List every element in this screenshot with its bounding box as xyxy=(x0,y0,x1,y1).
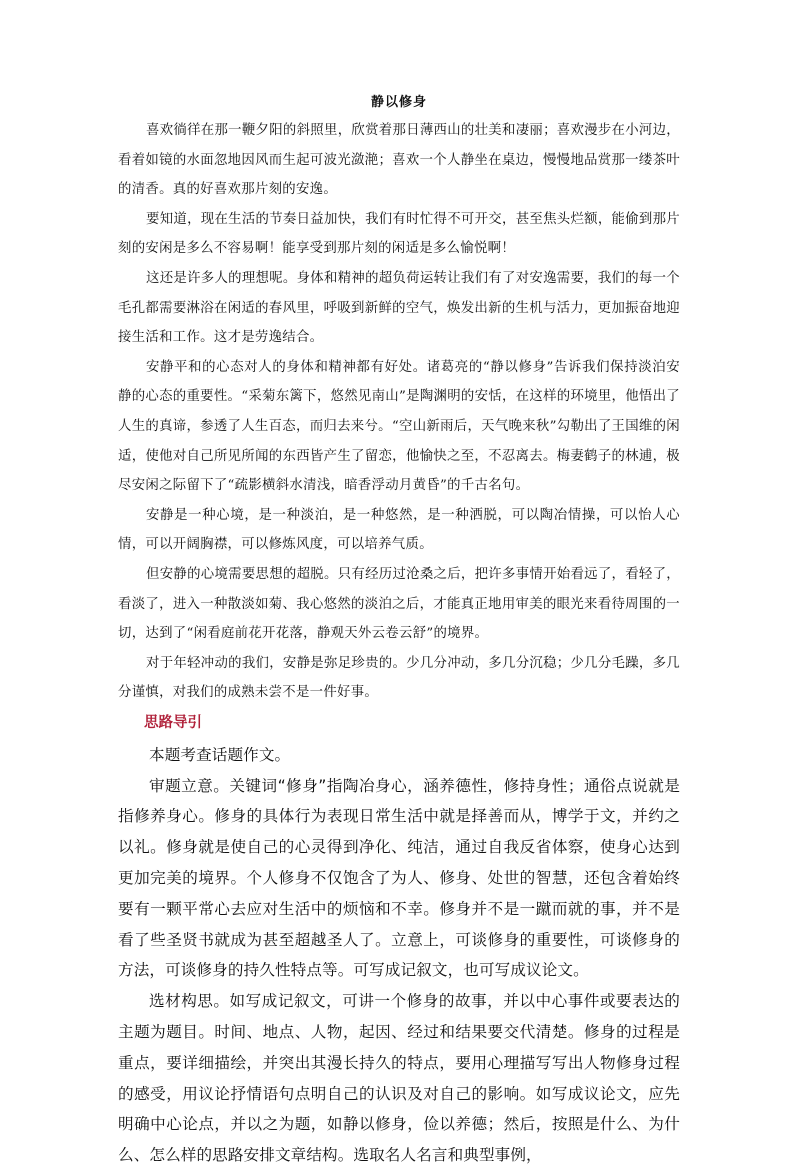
essay-paragraph: 这还是许多人的理想呢。身体和精神的超负荷运转让我们有了对安逸需要，我们的每一个毛孔都需要淋浴在闲适的春风里，呼吸到新鲜的空气，焕发出新的生机与活力，更加振奋地迎接生活和工作。这才是劳逸结合。 xyxy=(118,270,680,346)
essay-paragraph: 安静是一种心境，是一种淡泊，是一种悠然，是一种洒脱，可以陶冶情操，可以怡人心情，可以开阔胸襟，可以修炼风度，可以培养气质。 xyxy=(118,507,680,553)
guide-paragraph: 本题考查话题作文。 xyxy=(149,745,291,764)
guide-paragraph: 审题立意。关键词“修身”指陶冶身心，涵养德性，修持身性；通俗点说就是指修养身心。修身的具体行为表现日常生活中就是择善而从，博学于文，并约之以礼。修身就是使自己的心灵得到净化、纯洁，通过自我反省体察，使身心达到更加完美的境界。个人修身不仅饱含了为人、修身、处世的智慧，还包含着始终要有一颗平常心去应对生活中的烦恼和不幸。修身并不是一蹴而就的事，并不是看了些圣贤书就成为甚至超越圣人了。立意上，可谈修身的重要性，可谈修身的方法，可谈修身的持久性特点等。可写成记叙文，也可写成议论文。 xyxy=(118,776,680,980)
essay-title: 静以修身 xyxy=(370,95,427,110)
document-page xyxy=(118,94,680,1171)
essay-paragraph: 但安静的心境需要思想的超脱。只有经历过沧桑之后，把许多事情开始看远了，看轻了，看淡了，进入一种散淡如菊、我心悠然的淡泊之后，才能真正地用审美的眼光来看待周围的一切，达到了“闲看庭前花开花落，静观天外云卷云舒”的境界。 xyxy=(118,566,680,642)
essay-body xyxy=(118,116,680,708)
essay-paragraph: 要知道，现在生活的节奏日益加快，我们有时忙得不可开交，甚至焦头烂额，能偷到那片刻的安闲是多么不容易啊！能享受到那片刻的闲适是多么愉悦啊！ xyxy=(118,211,680,257)
essay-paragraph: 喜欢徜徉在那一鞭夕阳的斜照里，欣赏着那日薄西山的壮美和凄丽；喜欢漫步在小河边，看着如镜的水面忽地因风而生起可波光潋滟；喜欢一个人静坐在桌边，慢慢地品赏那一缕茶叶的清香。真的好喜欢那片刻的安逸。 xyxy=(118,123,680,198)
guide-heading: 思路导引 xyxy=(144,714,202,731)
essay-paragraph: 对于年轻冲动的我们，安静是弥足珍贵的。少几分冲动，多几分沉稳；少几分毛躁，多几分谨慎，对我们的成熟未尝不是一件好事。 xyxy=(118,655,680,701)
guide-body xyxy=(118,740,680,1171)
essay-paragraph: 安静平和的心态对人的身体和精神都有好处。诸葛亮的“静以修身”告诉我们保持淡泊安静的心态的重要性。“采菊东篱下，悠然见南山”是陶渊明的安恬，在这样的环境里，他悟出了人生的真谛，参透了人生百态，而归去来兮。“空山新雨后，天气晚来秋”勾勒出了王国维的闲适，使他对自己所见所闻的东西皆产生了留恋，他愉快之至，不忍离去。梅妻鹤子的林逋，极尽安闲之际留下了“疏影横斜水清浅，暗香浮动月黄昏”的千古名句。 xyxy=(118,359,680,494)
guide-paragraph: 选材构思。如写成记叙文，可讲一个修身的故事，并以中心事件或要表达的主题为题目。时间、地点、人物，起因、经过和结果要交代清楚。修身的过程是重点，要详细描绘，并突出其漫长持久的特点，要用心理描写写出人物修身过程的感受，用议论抒情语句点明自己的认识及对自己的影响。如写成议论文，应先明确中心论点，并以之为题，如静以修身，俭以养德；然后，按照是什么、为什么、怎么样的思路安排文章结构。选取名人名言和典型事例， xyxy=(118,992,680,1165)
